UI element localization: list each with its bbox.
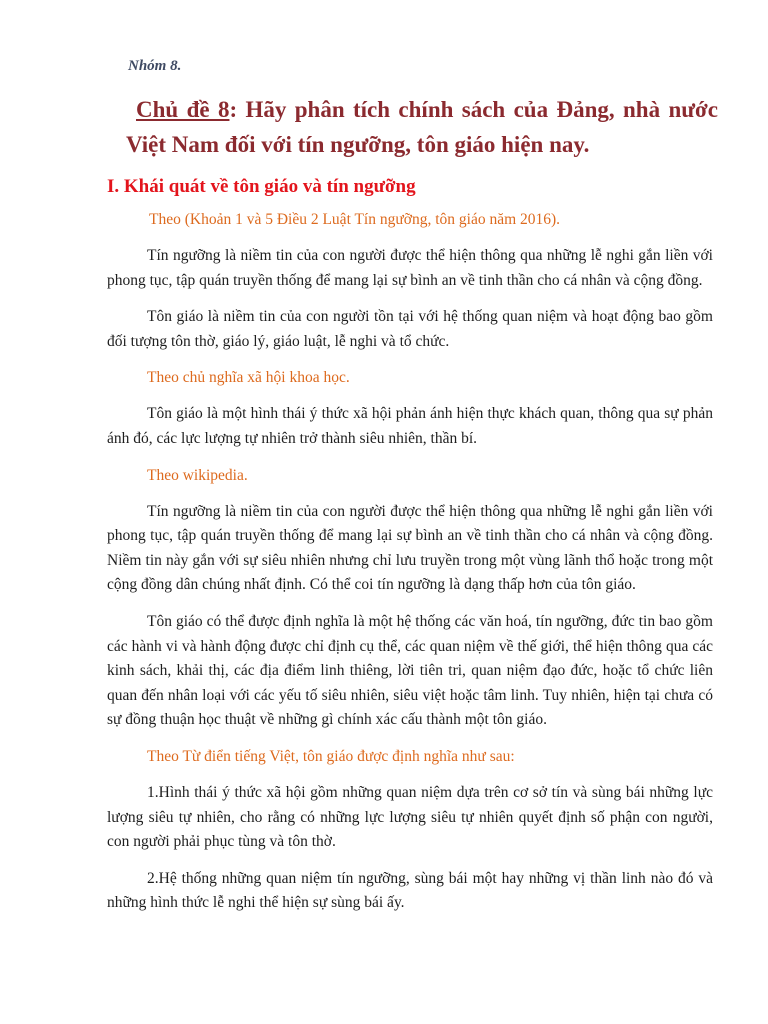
body-paragraph: Tín ngưỡng là niềm tin của con người được thể hiện thông qua những lễ nghi gắn liền với phong tục, tập quán truyền thống để mang lại sự bình an về tinh thần cho cá nhân và cộng đồng. Niềm tin này gắn với sự siêu nhiên nhưng chỉ lưu truyền trong một vùng lãnh thổ hoặc trong một cộng đồng dân chúng nhất định. Có thể coi tín ngưỡng là dạng thấp hơn của tôn giáo.: [107, 502, 713, 594]
source-reference: Theo wikipedia.: [147, 466, 248, 484]
body-paragraph: 2.Hệ thống những quan niệm tín ngưỡng, sùng bái một hay những vị thần linh nào đó và những hình thức lễ nghi thể hiện sự sùng bái ấy.: [107, 869, 713, 912]
group-label: Nhóm 8.: [128, 58, 182, 74]
body-paragraph: 1.Hình thái ý thức xã hội gồm những quan niệm dựa trên cơ sở tín và sùng bái những lực lượng siêu tự nhiên, cho rằng có những lực lượng siêu tự nhiên quyết định số phận con người, con người phải phục tùng và tôn thờ.: [107, 783, 713, 851]
body-paragraph: Tín ngưỡng là niềm tin của con người được thể hiện thông qua những lễ nghi gắn liền với phong tục, tập quán truyền thống để mang lại sự bình an về tinh thần cho cá nhân và cộng đồng.: [107, 247, 713, 289]
source-reference: Theo chủ nghĩa xã hội khoa học.: [147, 369, 350, 387]
section-heading: I. Khái quát về tôn giáo và tín ngưỡng: [107, 176, 416, 197]
document-title: [126, 92, 718, 162]
body-paragraph: Tôn giáo là niềm tin của con người tồn tại với hệ thống quan niệm và hoạt động bao gồm đối tượng tôn thờ, giáo lý, giáo luật, lễ nghi và tổ chức.: [107, 308, 713, 350]
body-paragraph: Tôn giáo có thể được định nghĩa là một hệ thống các văn hoá, tín ngưỡng, đức tin bao gồm các hành vi và hành động được chỉ định cụ thể, các quan niệm về thế giới, thể hiện thông qua các kinh sách, khải thị, các địa điểm linh thiêng, lời tiên tri, quan niệm đạo đức, hoặc tổ chức liên quan đến nhân loại với các yếu tố siêu nhiên, siêu việt hoặc tâm linh. Tuy nhiên, hiện tại chưa có sự đồng thuận học thuật về những gì chính xác cấu thành một tôn giáo.: [107, 612, 713, 729]
topic-question: : Hãy phân tích chính sách của Đảng, nhà nước Việt Nam đối với tín ngưỡng, tôn giáo hiện nay.: [126, 97, 718, 157]
source-reference: Theo (Khoản 1 và 5 Điều 2 Luật Tín ngưỡng, tôn giáo năm 2016).: [149, 211, 561, 228]
body-paragraph: Tôn giáo là một hình thái ý thức xã hội phản ánh hiện thực khách quan, thông qua sự phản ánh đó, các lực lượng tự nhiên trở thành siêu nhiên, thần bí.: [107, 405, 713, 447]
source-reference: Theo Từ điển tiếng Việt, tôn giáo được định nghĩa như sau:: [147, 747, 515, 765]
topic-number: Chủ đề 8: [136, 97, 230, 122]
document-body: [107, 208, 713, 928]
